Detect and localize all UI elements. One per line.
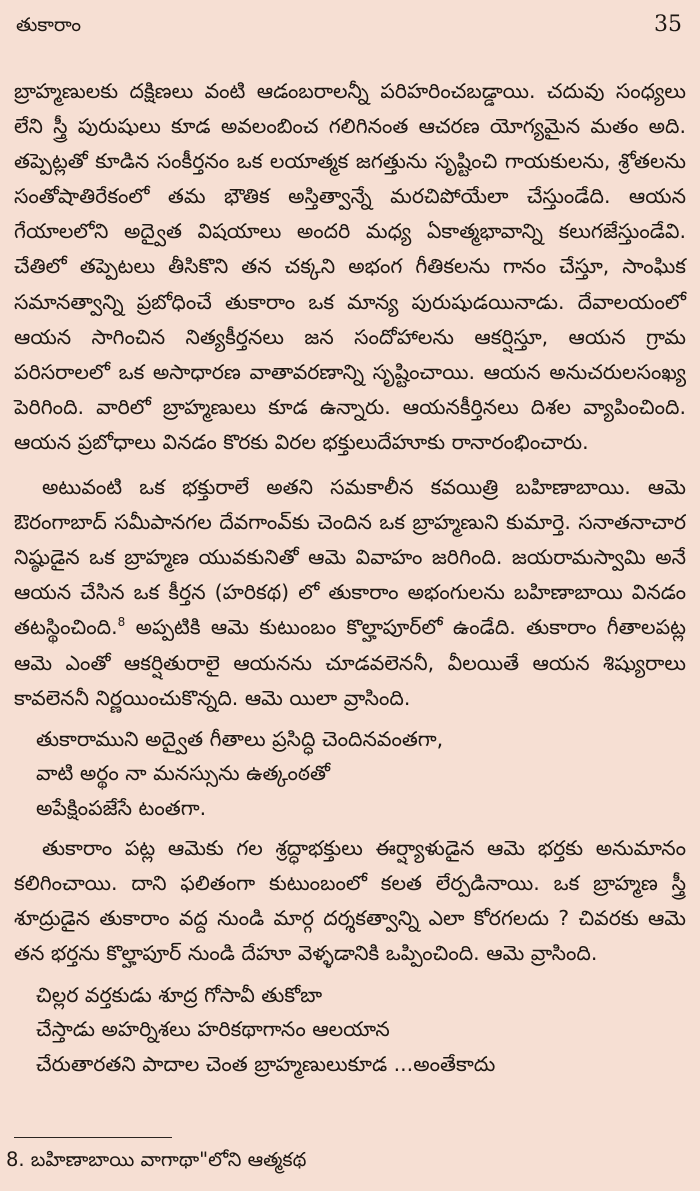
paragraph-1: బ్రాహ్మణులకు దక్షిణలు వంటి ఆడంబరాలన్నీ పరిహరించబడ్డాయి. చదువు సంధ్యలు లేని స్త్రీ పురుషులు కూడ అవలంబించ గలిగినంత ఆచరణ యోగ్యమైన మతం అది. తప్పెట్లతో కూడిన సంకీర్తనం ఒక లయాత్మక జగత్తును సృష్టించి గాయకులను, శ్రోతలను సంతోషాతిరేకంలో తమ భౌతిక అస్తిత్వాన్నే మరచిపోయేలా చేస్తుండేది. ఆయన గేయాలలోని అద్వైత విషయాలు అందరి మధ్య ఏకాత్మభావాన్ని కలుగజేస్తుండేవి. చేతిలో తప్పెటలు తీసికొని తన చక్కని అభంగ గీతికలను గానం చేస్తూ, సాంఘిక సమానత్వాన్ని ప్రబోధించే తుకారాం ఒక మాన్య పురుషుడయినాడు. దేవాలయంలో ఆయన సాగించిన నిత్యకీర్తనలు జన సందోహాలను ఆకర్షిస్తూ, ఆయన గ్రామ పరిసరాలలో ఒక అసాధారణ వాతావరణాన్ని సృష్టించాయి. ఆయన అనుచరులసంఖ్య పెరిగింది. వారిలో బ్రాహ్మణులు కూడ ఉన్నారు. ఆయనకీర్తినలు దిశల వ్యాపించింది. ఆయన ప్రబోధాలు వినడం కొరకు విరల భక్తులుదేహూకు రానారంభించారు. bbox=[14, 79, 686, 454]
paragraph-2-continuation: అప్పటికి ఆమె కుటుంబం కొల్హాపూర్‌లో ఉండేది. తుకారాం గీతాలపట్ల ఆమె ఎంతో ఆకర్షితురాలై ఆయనను చూడవలెననీ, వీలయితే ఆయన శిష్యురాలు కావలెననీ నిర్ణయించుకొన్నది. ఆమె యిలా వ్రాసింది. bbox=[14, 615, 686, 710]
verse-quote-2 bbox=[36, 978, 686, 1082]
footnote-divider bbox=[14, 1137, 172, 1138]
body-text bbox=[14, 74, 686, 1087]
page-number: 35 bbox=[654, 12, 682, 37]
verse-line: తుకారాముని అద్వైత గీతాలు ప్రసిద్ధి చెందినవంతగా, bbox=[36, 726, 444, 751]
verse-line: చిల్లర వర్తకుడు శూద్ర గోసావీ తుకోబా bbox=[36, 982, 323, 1007]
paragraph-2 bbox=[14, 470, 686, 716]
running-header-title: తుకారాం bbox=[16, 14, 82, 36]
verse-line: అపేక్షింపజేసే టంతగా. bbox=[36, 795, 207, 820]
paragraph-2-text: అటువంటి ఒక భక్తురాలే అతని సమకాలీన కవయిత్రి బహిణాబాయి. ఆమె ఔరంగాబాద్ సమీపానగల దేవగాంవ్‌కు చెందిన ఒక బ్రాహ్మణుని కుమార్తె. సనాతనాచార నిష్ఠుడైన ఒక బ్రాహ్మణ యువకునితో ఆమె వివాహం జరిగింది. జయరామస్వామి అనే ఆయన చేసిన ఒక కీర్తన (హరికథ) లో తుకారాం అభంగులను బహిణాబాయి వినడం తటస్థించింది. bbox=[14, 475, 686, 640]
verse-quote-1 bbox=[36, 722, 686, 826]
verse-line: వాటి అర్థం నా మనస్సును ఉత్కంఠతో bbox=[36, 761, 331, 786]
paragraph-3: తుకారాం పట్ల ఆమెకు గల శ్రద్ధాభక్తులు ఈర్ష్యాళుడైన ఆమె భర్తకు అనుమానం కలిగించాయి. దాని ఫలితంగా కుటుంబంలో కలత లేర్పడినాయి. ఒక బ్రాహ్మణ స్త్రీ శూద్రుడైన తుకారాం వద్ద నుండి మార్గ దర్శకత్వాన్ని ఎలా కోరగలదు ? చివరకు ఆమె తన భర్తను కొల్హాపూర్ నుండి దేహూ వెళ్ళడానికి ఒప్పించింది. ఆమె వ్రాసింది. bbox=[14, 836, 686, 966]
footnote: 8. బహిణాబాయి వాగాథా"లోని ఆత్మకథ bbox=[6, 1148, 307, 1171]
verse-line: చేరుతారతని పాదాల చెంత బ్రాహ్మణులుకూడ ...అంతేకాదు bbox=[36, 1051, 496, 1076]
verse-line: చేస్తాడు అహర్నిశలు హరికథాగానం ఆలయాన bbox=[36, 1017, 390, 1042]
footnote-reference: 8 bbox=[117, 615, 126, 630]
